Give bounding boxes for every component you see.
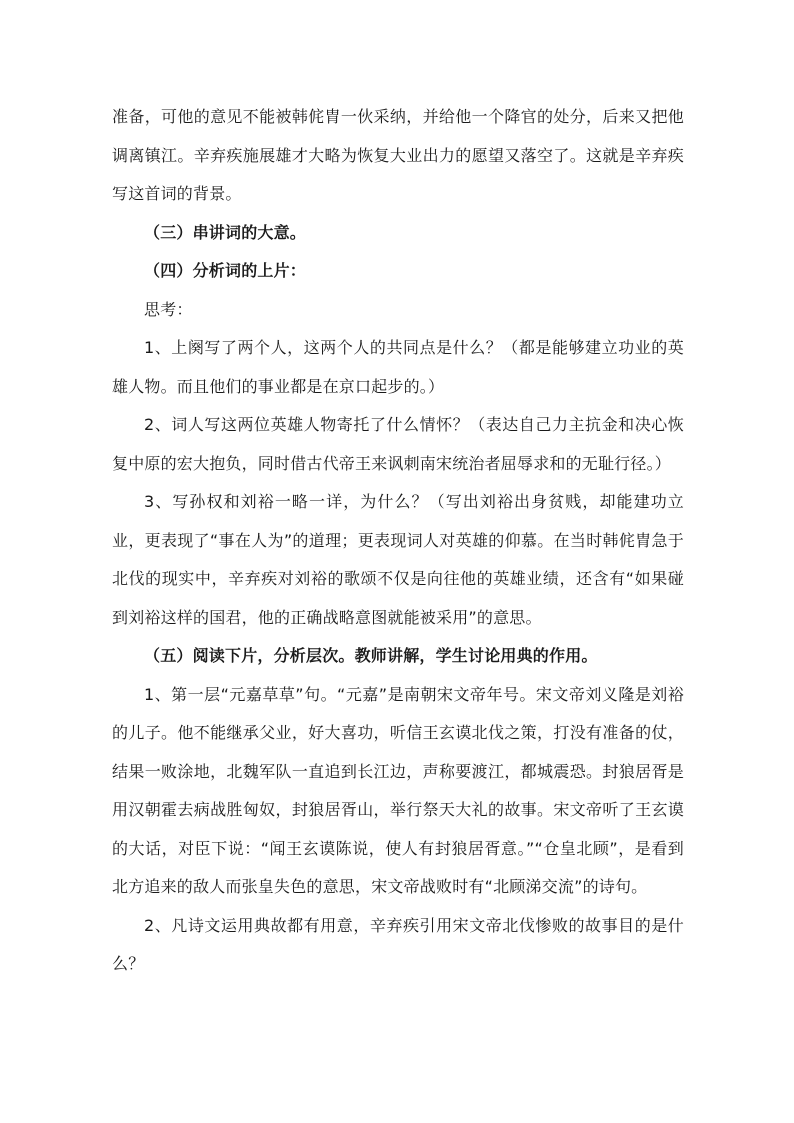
heading-section-5: （五）阅读下片，分析层次。教师讲解，学生讨论用典的作用。 xyxy=(144,646,598,665)
paragraph-layer-2-question: 2、凡诗文运用典故都有用意，辛弃疾引用宋文帝北伐惨败的故事目的是什么？ xyxy=(112,915,684,973)
heading-section-4: （四）分析词的上片： xyxy=(144,261,307,280)
paragraph-question-2: 2、词人写这两位英雄人物寄托了什么情怀？（表达自己力主抗金和决心恢复中原的宏大抱负，同时借古代帝王来讽刺南宋统治者屈辱求和的无耻行径。） xyxy=(112,415,684,473)
paragraph-question-1: 1、上阕写了两个人，这两个人的共同点是什么？（都是能够建立功业的英雄人物。而且他们的事业都是在京口起步的。） xyxy=(112,338,684,396)
heading-section-3: （三）串讲词的大意。 xyxy=(144,222,307,242)
document-page xyxy=(112,98,684,984)
paragraph-layer-1: 1、第一层“元嘉草草”句。“元嘉”是南朝宋文帝年号。宋文帝刘义隆是刘裕的儿子。他不能继承父业，好大喜功，听信王玄谟北伐之策，打没有准备的仗，结果一败涂地，北魏军队一直追到长江边，声称要渡江，都城震恐。封狼居胥是用汉朝霍去病战胜匈奴，封狼居胥山，举行祭天大礼的故事。宋文帝听了王玄谟的大话，对臣下说：“闻王玄谟陈说，使人有封狼居胥意。”“仓皇北顾”，是看到北方追来的敌人而张皇失色的意思，宋文帝战败时有“北顾涕交流”的诗句。 xyxy=(112,684,684,896)
paragraph-question-3: 3、写孙权和刘裕一略一详，为什么？（写出刘裕出身贫贱，却能建功立业，更表现了“事在人为”的道理；更表现词人对英雄的仰慕。在当时韩侂胄急于北伐的现实中，辛弃疾对刘裕的歌颂不仅是向往他的英雄业绩，还含有“如果碰到刘裕这样的国君，他的正确战略意图就能被采用”的意思。 xyxy=(112,492,684,627)
paragraph-think-label: 思考： xyxy=(144,299,193,319)
paragraph-background-continued: 准备，可他的意见不能被韩侂胄一伙采纳，并给他一个降官的处分，后来又把他调离镇江。辛弃疾施展雄才大略为恢复大业出力的愿望又落空了。这就是辛弃疾写这首词的背景。 xyxy=(112,107,684,203)
